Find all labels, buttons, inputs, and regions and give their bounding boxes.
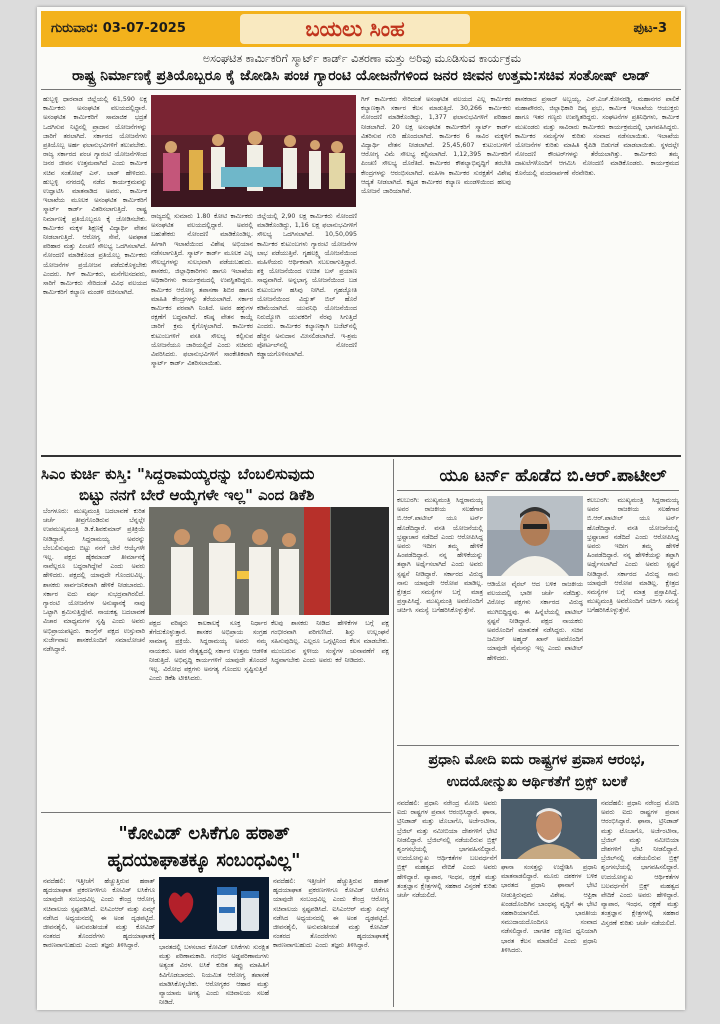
modi-headline [395,749,679,793]
lead-column-5: ಶಾಸಕರಾದ ಪ್ರಸಾದ್ ಅಬ್ಬಯ್ಯ, ಎನ್.ಎಚ್.ಕೋನರಡ್ಡಿ, ಮಹಾನಗರ ಪಾಲಿಕೆ ಮಹಾಪೌರರು, ಜಿಲ್ಲಾಧಿಕಾರಿ ದಿವ್ಯ ಪ್ರಭು, ಕಾರ್ಮಿಕ ಇಲಾಖೆಯ ಆಯುಕ್ತರು ಹಾಗೂ ಇತರ ಗಣ್ಯರು ಉಪಸ್ಥಿತರಿದ್ದರು. ಸಂಘಟನೆಗಳ ಪ್ರತಿನಿಧಿಗಳು, ಕಾರ್ಮಿಕ ಮುಖಂಡರು ಮತ್ತು ಸಾವಿರಾರು ಕಾರ್ಮಿಕರು ಕಾರ್ಯಕ್ರಮದಲ್ಲಿ ಭಾಗವಹಿಸಿದ್ದರು. ಕಾರ್ಮಿಕರ ಸಮಸ್ಯೆಗಳ ಕುರಿತು ಸಂವಾದ ನಡೆಸಲಾಯಿತು. ಇಲಾಖೆಯ ಯೋಜನೆಗಳ ಕುರಿತು ಮಾಹಿತಿ ಕೈಪಿಡಿ ಬಿಡುಗಡೆ ಮಾಡಲಾಯಿತು. ಸ್ಥಳದಲ್ಲೇ ನೋಂದಣಿ ಕೌಂಟರ್‌ಗಳನ್ನು ತೆರೆಯಲಾಗಿತ್ತು. ಕಾರ್ಮಿಕರು ತಮ್ಮ ದಾಖಲೆಗಳೊಂದಿಗೆ ಆಗಮಿಸಿ ನೋಂದಣಿ ಮಾಡಿಕೊಂಡರು. ಕಾರ್ಯಕ್ರಮದ ಕೊನೆಯಲ್ಲಿ ವಂದನಾರ್ಪಣೆ ನೆರವೇರಿತು. [515,96,679,177]
covid-headline [49,820,359,874]
patil-column-2: ಆಡಿಯೋ ವೈರಲ್ ಆದ ಬಳಿಕ ರಾಜಕೀಯ ವಲಯದಲ್ಲಿ ಭಾರೀ ಚರ್ಚೆ ನಡೆದಿತ್ತು. ವಿರೋಧ ಪಕ್ಷಗಳು ಸರ್ಕಾರದ ವಿರುದ್ಧ ಮುಗಿಬಿದ್ದಿದ್ದವು. ಈ ಹಿನ್ನೆಲೆಯಲ್ಲಿ ಪಾಟೀಲ್ ಸ್ಪಷ್ಟನೆ ನೀಡಿದ್ದಾರೆ. ಪಕ್ಷದ ನಾಯಕರು ಅವರೊಂದಿಗೆ ಮಾತುಕತೆ ನಡೆಸಿದ್ದರು. ಸಚಿವ ಜಮೀರ್ ಅಹ್ಮದ್ ಖಾನ್ ಅವರೊಂದಿಗೆ ಯಾವುದೇ ವೈಮನಸ್ಸು ಇಲ್ಲ ಎಂದು ಪಾಟೀಲ್ ಹೇಳಿದರು. [487,581,583,662]
cm-dk-event-photo [149,507,389,615]
modi-column-1: ನವದೆಹಲಿ: ಪ್ರಧಾನಿ ನರೇಂದ್ರ ಮೋದಿ ಅವರು ಐದು ರಾಷ್ಟ್ರಗಳ ಪ್ರವಾಸ ಆರಂಭಿಸಿದ್ದಾರೆ. ಘಾನಾ, ಟ್ರಿನಿಡಾಡ್ ಮತ್ತು ಟೊಬಾಗೊ, ಅರ್ಜೆಂಟೀನಾ, ಬ್ರೆಜಿಲ್ ಮತ್ತು ನಮೀಬಿಯಾ ದೇಶಗಳಿಗೆ ಭೇಟಿ ನೀಡಲಿದ್ದಾರೆ. ಬ್ರೆಜಿಲ್‌ನಲ್ಲಿ ನಡೆಯಲಿರುವ ಬ್ರಿಕ್ಸ್ ಶೃಂಗಸಭೆಯಲ್ಲಿ ಭಾಗವಹಿಸಲಿದ್ದಾರೆ. ಉದಯೋನ್ಮುಖ ಆರ್ಥಿಕತೆಗಳ ಬಲವರ್ಧನೆಗೆ ಬ್ರಿಕ್ಸ್ ಮಹತ್ವದ ವೇದಿಕೆ ಎಂದು ಅವರು ಹೇಳಿದ್ದಾರೆ. ವ್ಯಾಪಾರ, ಇಂಧನ, ರಕ್ಷಣೆ ಮತ್ತು ತಂತ್ರಜ್ಞಾನ ಕ್ಷೇತ್ರಗಳಲ್ಲಿ ಸಹಕಾರ ವಿಸ್ತರಣೆ ಕುರಿತು ಚರ್ಚೆ ನಡೆಯಲಿದೆ. [397,800,497,900]
patil-column-3: ಕಲಬುರಗಿ: ಮುಖ್ಯಮಂತ್ರಿ ಸಿದ್ದರಾಮಯ್ಯ ಅವರ ರಾಜಕೀಯ ಸಲಹೆಗಾರ ಬಿ.ಆರ್.ಪಾಟೀಲ್ ಯೂ ಟರ್ನ್ ಹೊಡೆದಿದ್ದಾರೆ. ವಸತಿ ಯೋಜನೆಯಲ್ಲಿ ಭ್ರಷ್ಟಾಚಾರ ನಡೆದಿದೆ ಎಂದು ಆರೋಪಿಸಿದ್ದ ಅವರು ಇದೀಗ ತಮ್ಮ ಹೇಳಿಕೆ ಹಿಂಪಡೆದಿದ್ದಾರೆ. ನನ್ನ ಹೇಳಿಕೆಯನ್ನು ತಪ್ಪಾಗಿ ಅರ್ಥೈಸಲಾಗಿದೆ ಎಂದು ಅವರು ಸ್ಪಷ್ಟನೆ ನೀಡಿದ್ದಾರೆ. ಸರ್ಕಾರದ ವಿರುದ್ಧ ನಾನು ಯಾವುದೇ ಆರೋಪ ಮಾಡಿಲ್ಲ. ಕ್ಷೇತ್ರದ ಸಮಸ್ಯೆಗಳ ಬಗ್ಗೆ ಮಾತ್ರ ಪ್ರಸ್ತಾಪಿಸಿದ್ದೆ. ಮುಖ್ಯಮಂತ್ರಿ ಅವರೊಂದಿಗೆ ಚರ್ಚಿಸಿ ಸಮಸ್ಯೆ ಬಗೆಹರಿಸಿಕೊಳ್ಳುತ್ತೇನೆ. [587,497,679,615]
covid-column-1: ನವದೆಹಲಿ: ಇತ್ತೀಚೆಗೆ ಹೆಚ್ಚುತ್ತಿರುವ ಹಠಾತ್ ಹೃದಯಾಘಾತ ಪ್ರಕರಣಗಳಿಗೂ ಕೋವಿಡ್ ಲಸಿಕೆಗೂ ಯಾವುದೇ ಸಂಬಂಧವಿಲ್ಲ ಎಂದು ಕೇಂದ್ರ ಆರೋಗ್ಯ ಸಚಿವಾಲಯ ಸ್ಪಷ್ಟಪಡಿಸಿದೆ. ಐಸಿಎಂಆರ್ ಮತ್ತು ಏಮ್ಸ್ ನಡೆಸಿದ ಅಧ್ಯಯನದಲ್ಲಿ ಈ ಅಂಶ ದೃಢಪಟ್ಟಿದೆ. ಜೀವನಶೈಲಿ, ಅನುವಂಶೀಯತೆ ಮತ್ತು ಕೋವಿಡ್ ನಂತರದ ತೊಂದರೆಗಳು ಹೃದಯಾಘಾತಕ್ಕೆ ಕಾರಣವಾಗಬಹುದು ಎಂದು ತಜ್ಞರು ತಿಳಿಸಿದ್ದಾರೆ. [43,878,155,950]
patil-column-1: ಕಲಬುರಗಿ: ಮುಖ್ಯಮಂತ್ರಿ ಸಿದ್ದರಾಮಯ್ಯ ಅವರ ರಾಜಕೀಯ ಸಲಹೆಗಾರ ಬಿ.ಆರ್.ಪಾಟೀಲ್ ಯೂ ಟರ್ನ್ ಹೊಡೆದಿದ್ದಾರೆ. ವಸತಿ ಯೋಜನೆಯಲ್ಲಿ ಭ್ರಷ್ಟಾಚಾರ ನಡೆದಿದೆ ಎಂದು ಆರೋಪಿಸಿದ್ದ ಅವರು ಇದೀಗ ತಮ್ಮ ಹೇಳಿಕೆ ಹಿಂಪಡೆದಿದ್ದಾರೆ. ನನ್ನ ಹೇಳಿಕೆಯನ್ನು ತಪ್ಪಾಗಿ ಅರ್ಥೈಸಲಾಗಿದೆ ಎಂದು ಅವರು ಸ್ಪಷ್ಟನೆ ನೀಡಿದ್ದಾರೆ. ಸರ್ಕಾರದ ವಿರುದ್ಧ ನಾನು ಯಾವುದೇ ಆರೋಪ ಮಾಡಿಲ್ಲ. ಕ್ಷೇತ್ರದ ಸಮಸ್ಯೆಗಳ ಬಗ್ಗೆ ಮಾತ್ರ ಪ್ರಸ್ತಾಪಿಸಿದ್ದೆ. ಮುಖ್ಯಮಂತ್ರಿ ಅವರೊಂದಿಗೆ ಚರ್ಚಿಸಿ ಸಮಸ್ಯೆ ಬಗೆಹರಿಸಿಕೊಳ್ಳುತ್ತೇನೆ. [397,497,483,615]
covid-vaccine-photo [159,877,269,939]
dk-headline-line-2: ಬಿಟ್ಟು ನನಗೆ ಬೇರೆ ಆಯ್ಕೆಗಳೇ ಇಲ್ಲ" ಎಂದ ಡಿಕೆಶಿ [79,486,315,504]
br-patil-portrait [487,496,583,576]
lead-column-3: ಜಿಲ್ಲೆಯಲ್ಲಿ 2,90 ಲಕ್ಷ ಕಾರ್ಮಿಕರು ನೋಂದಣಿ ಮಾಡಿಕೊಂಡಿದ್ದು, 1,16 ಲಕ್ಷ ಫಲಾನುಭವಿಗಳಿಗೆ ಸೌಲಭ್ಯ ಒದಗಿಸಲಾಗಿದೆ. 10,50,095 ಕಾರ್ಮಿಕರ ಕುಟುಂಬಗಳು ಗ್ಯಾರಂಟಿ ಯೋಜನೆಗಳ ಲಾಭ ಪಡೆಯುತ್ತಿವೆ. ಗೃಹಲಕ್ಷ್ಮಿ ಯೋಜನೆಯಿಂದ ಮಹಿಳೆಯರು ಆರ್ಥಿಕವಾಗಿ ಸಬಲರಾಗುತ್ತಿದ್ದಾರೆ. ಶಕ್ತಿ ಯೋಜನೆಯಿಂದ ಉಚಿತ ಬಸ್ ಪ್ರಯಾಣ ಸಾಧ್ಯವಾಗಿದೆ. ಅನ್ನಭಾಗ್ಯ ಯೋಜನೆಯಿಂದ ಬಡ ಕುಟುಂಬಗಳ ಹಸಿವು ನೀಗಿದೆ. ಗೃಹಜ್ಯೋತಿ ಯೋಜನೆಯಿಂದ ವಿದ್ಯುತ್ ಬಿಲ್ ಹೊರೆ ಕಡಿಮೆಯಾಗಿದೆ. ಯುವನಿಧಿ ಯೋಜನೆಯಿಂದ ನಿರುದ್ಯೋಗಿ ಯುವಕರಿಗೆ ನೆರವು ಸಿಗುತ್ತಿದೆ ಎಂದರು. ಕಾರ್ಮಿಕರ ಕಲ್ಯಾಣಕ್ಕಾಗಿ ಬಜೆಟ್‌ನಲ್ಲಿ ಹೆಚ್ಚಿನ ಅನುದಾನ ಮೀಸಲಿಡಲಾಗಿದೆ. ಇ-ಶ್ರಮ ಪೋರ್ಟಲ್‌ನಲ್ಲಿ ನೋಂದಣಿ ಕಡ್ಡಾಯಗೊಳಿಸಲಾಗಿದೆ. [257,213,357,359]
modi-headline-line-2: ಉದಯೋನ್ಮುಖ ಆರ್ಥಿಕತೆಗೆ ಬ್ರಿಕ್ಸ್ ಬಲಕೆ [446,774,628,790]
lead-column-2: ರಾಜ್ಯದಲ್ಲಿ ಸುಮಾರು 1.80 ಕೋಟಿ ಕಾರ್ಮಿಕರು ಅಸಂಘಟಿತ ವಲಯದಲ್ಲಿದ್ದಾರೆ. ಅವರಲ್ಲಿ ಬಹುತೇಕರು ನೋಂದಣಿ ಮಾಡಿಕೊಂಡಿಲ್ಲ. ಹೀಗಾಗಿ ಇಲಾಖೆಯಿಂದ ವಿಶೇಷ ಅಭಿಯಾನ ನಡೆಸಲಾಗುತ್ತಿದೆ. ಸ್ಮಾರ್ಟ್ ಕಾರ್ಡ್ ಮೂಲಕ ಎಲ್ಲ ಸೌಲಭ್ಯಗಳನ್ನು ಸುಲಭವಾಗಿ ಪಡೆಯಬಹುದು. ಶಾಸಕರು, ಜಿಲ್ಲಾಧಿಕಾರಿಗಳು ಹಾಗೂ ಇಲಾಖೆಯ ಅಧಿಕಾರಿಗಳು ಕಾರ್ಯಕ್ರಮದಲ್ಲಿ ಉಪಸ್ಥಿತರಿದ್ದರು. ಕಾರ್ಮಿಕರ ಆರೋಗ್ಯ ತಪಾಸಣಾ ಶಿಬಿರ ಹಾಗೂ ಮಾಹಿತಿ ಕೇಂದ್ರಗಳನ್ನು ತೆರೆಯಲಾಗಿದೆ. ಸರ್ಕಾರ ಕಾರ್ಮಿಕರ ಪರವಾಗಿ ನಿಂತಿದೆ. ಅವರ ಹಕ್ಕುಗಳ ರಕ್ಷಣೆಗೆ ಬದ್ಧವಾಗಿದೆ. ಕನಿಷ್ಠ ವೇತನ ಕಾಯ್ದೆ ಜಾರಿಗೆ ಕ್ರಮ ಕೈಗೊಳ್ಳಲಾಗಿದೆ. ಕಾರ್ಮಿಕರ ಕುಟುಂಬಗಳಿಗೆ ವಸತಿ ಸೌಲಭ್ಯ ಕಲ್ಪಿಸುವ ಯೋಜನೆಯೂ ಜಾರಿಯಲ್ಲಿದೆ ಎಂದು ಸಚಿವರು ವಿವರಿಸಿದರು. ಫಲಾನುಭವಿಗಳಿಗೆ ಸಾಂಕೇತಿಕವಾಗಿ ಸ್ಮಾರ್ಟ್ ಕಾರ್ಡ್ ವಿತರಿಸಲಾಯಿತು. [151,213,253,368]
divider [397,490,679,491]
masthead-bar [41,11,681,47]
modi-portrait [501,799,597,859]
dk-column-2: ಪಕ್ಷದ ವರಿಷ್ಠರು ಕಾಲಕಾಲಕ್ಕೆ ಸೂಕ್ತ ನಿರ್ಧಾರ ತೆಗೆದುಕೊಳ್ಳುತ್ತಾರೆ. ಶಾಸಕರ ಅಭಿಪ್ರಾಯ ಸಂಗ್ರಹ ಸಾಮಾನ್ಯ ಪ್ರಕ್ರಿಯೆ. ಸಿದ್ದರಾಮಯ್ಯ ಅವರು ನಮ್ಮ ನಾಯಕರು. ಅವರ ನೇತೃತ್ವದಲ್ಲಿ ಸರ್ಕಾರ ಉತ್ತಮ ಆಡಳಿತ ನೀಡುತ್ತಿದೆ. ಅಭಿವೃದ್ಧಿ ಕಾರ್ಯಗಳಿಗೆ ಯಾವುದೇ ತೊಂದರೆ ಇಲ್ಲ. ವಿರೋಧ ಪಕ್ಷಗಳು ಅನಗತ್ಯ ಗೊಂದಲ ಸೃಷ್ಟಿಸುತ್ತಿವೆ ಎಂದು ಡಿಕೆಶಿ ಟೀಕಿಸಿದರು. [149,620,267,683]
newspaper-title: ಬಯಲು ಸಿಂಹ [240,14,470,44]
divider [41,89,681,90]
page-number: ಪುಟ-3 [633,21,667,36]
dk-headline [41,464,393,506]
lead-column-1: ಹುಬ್ಬಳ್ಳಿ ಧಾರವಾಡ ಜಿಲ್ಲೆಯಲ್ಲಿ 61,590 ಲಕ್ಷ ಕಾರ್ಮಿಕರು ಅಸಂಘಟಿತ ವಲಯದಲ್ಲಿದ್ದಾರೆ. ಅಸಂಘಟಿತ ಕಾರ್ಮಿಕರಿಗೆ ಸಾಮಾಜಿಕ ಭದ್ರತೆ ಒದಗಿಸುವ ನಿಟ್ಟಿನಲ್ಲಿ ಪ್ರಾದಾನ ಯೋಜನೆಗಳನ್ನು ಜಾರಿಗೆ ತರಲಾಗಿದೆ. ಸರ್ಕಾರದ ಯೋಜನೆಗಳು ಪ್ರತಿಯೊಬ್ಬ ಅರ್ಹ ಫಲಾನುಭವಿಗಳಿಗೆ ತಲುಪಬೇಕು. ರಾಜ್ಯ ಸರ್ಕಾರದ ಪಂಚ ಗ್ಯಾರಂಟಿ ಯೋಜನೆಗಳಿಂದ ಜನರ ಜೀವನ ಉತ್ತಮವಾಗಿದೆ ಎಂದು ಕಾರ್ಮಿಕ ಸಚಿವ ಸಂತೋಷ್ ಎಸ್. ಲಾಡ್ ಹೇಳಿದರು. ಹುಬ್ಬಳ್ಳಿ ನಗರದಲ್ಲಿ ನಡೆದ ಕಾರ್ಯಕ್ರಮವನ್ನು ಉದ್ಘಾಟಿಸಿ ಮಾತನಾಡಿದ ಅವರು, ಕಾರ್ಮಿಕ ಇಲಾಖೆಯ ಮೂಲಕ ಅಸಂಘಟಿತ ಕಾರ್ಮಿಕರಿಗೆ ಸ್ಮಾರ್ಟ್ ಕಾರ್ಡ್ ವಿತರಿಸಲಾಗುತ್ತಿದೆ. ರಾಷ್ಟ್ರ ನಿರ್ಮಾಣಕ್ಕೆ ಪ್ರತಿಯೊಬ್ಬರೂ ಕೈ ಜೋಡಿಸಬೇಕು. ಕಾರ್ಮಿಕರ ಮಕ್ಕಳ ಶಿಕ್ಷಣಕ್ಕೆ ವಿದ್ಯಾರ್ಥಿ ವೇತನ ನೀಡಲಾಗುತ್ತಿದೆ. ಆರೋಗ್ಯ ಸೇವೆ, ಅಪಘಾತ ಪರಿಹಾರ ಮತ್ತು ಪಿಂಚಣಿ ಸೌಲಭ್ಯ ಒದಗಿಸಲಾಗಿದೆ. ನೋಂದಣಿ ಮಾಡಿಕೊಂಡ ಪ್ರತಿಯೊಬ್ಬ ಕಾರ್ಮಿಕರು ಯೋಜನೆಗಳ ಪ್ರಯೋಜನ ಪಡೆದುಕೊಳ್ಳಬೇಕು ಎಂದರು. ಗಿಗ್ ಕಾರ್ಮಿಕರು, ಮನೆಗೆಲಸದವರು, ಸಾರಿಗೆ ಕಾರ್ಮಿಕರು ಸೇರಿದಂತೆ ವಿವಿಧ ವಲಯದ ಕಾರ್ಮಿಕರಿಗೆ ಕಲ್ಯಾಣ ಮಂಡಳಿ ರಚಿಸಲಾಗಿದೆ. [43,96,147,297]
newspaper-page [37,7,685,1010]
covid-headline-line-2: ಹೃದಯಾಘಾತಕ್ಕೂ ಸಂಬಂಧವಿಲ್ಲ" [107,850,301,871]
lead-headline: ರಾಷ್ಟ್ರ ನಿರ್ಮಾಣಕ್ಕೆ ಪ್ರತಿಯೊಬ್ಬರೂ ಕೈ ಜೋಡಿಸಿ ಪಂಚ ಗ್ಯಾರಂಟಿ ಯೋಜನೆಗಳಿಂದ ಜನರ ಜೀವನ ಉತ್ತಮ:ಸಚಿವ ಸಂತೋಷ್ ಲಾಡ್ [72,68,650,84]
modi-column-2: ಘಾನಾ ಸಂಸತ್ತನ್ನು ಉದ್ದೇಶಿಸಿ ಪ್ರಧಾನಿ ಮಾತನಾಡಲಿದ್ದಾರೆ. ಮೂರು ದಶಕಗಳ ಬಳಿಕ ಭಾರತದ ಪ್ರಧಾನಿ ಘಾನಾಗೆ ಭೇಟಿ ನೀಡುತ್ತಿರುವುದು ವಿಶೇಷ. ಆಫ್ರಿಕಾ ಖಂಡದೊಂದಿಗಿನ ಬಾಂಧವ್ಯ ವೃದ್ಧಿಗೆ ಈ ಭೇಟಿ ಸಹಕಾರಿಯಾಗಲಿದೆ. ಭಾರತೀಯ ಸಮುದಾಯದೊಂದಿಗೂ ಸಂವಾದ ನಡೆಸಲಿದ್ದಾರೆ. ಜಾಗತಿಕ ದಕ್ಷಿಣದ ಧ್ವನಿಯಾಗಿ ಭಾರತ ಕೆಲಸ ಮಾಡಲಿದೆ ಎಂದು ಪ್ರಧಾನಿ ತಿಳಿಸಿದರು. [501,864,597,954]
lead-column-4: ಗಿಗ್ ಕಾರ್ಮಿಕರು ಸೇರಿದಂತೆ ಅಸಂಘಟಿತ ವಲಯದ ಎಲ್ಲ ಕಾರ್ಮಿಕರ ಕಲ್ಯಾಣಕ್ಕಾಗಿ ಸರ್ಕಾರ ಕೆಲಸ ಮಾಡುತ್ತಿದೆ. 30,266 ಕಾರ್ಮಿಕರು ನೋಂದಣಿ ಮಾಡಿಕೊಂಡಿದ್ದು, 1,377 ಫಲಾನುಭವಿಗಳಿಗೆ ಪರಿಹಾರ ನೀಡಲಾಗಿದೆ. 20 ಲಕ್ಷ ಅಸಂಘಟಿತ ಕಾರ್ಮಿಕರಿಗೆ ಸ್ಮಾರ್ಟ್ ಕಾರ್ಡ್ ವಿತರಿಸುವ ಗುರಿ ಹೊಂದಲಾಗಿದೆ. ಕಾರ್ಮಿಕರ 6 ಸಾವಿರ ಮಕ್ಕಳಿಗೆ ವಿದ್ಯಾರ್ಥಿ ವೇತನ ನೀಡಲಾಗಿದೆ. 25,45,607 ಕುಟುಂಬಗಳಿಗೆ ಆರೋಗ್ಯ ವಿಮೆ ಸೌಲಭ್ಯ ಕಲ್ಪಿಸಲಾಗಿದೆ. 1,12,395 ಕಾರ್ಮಿಕರಿಗೆ ಪಿಂಚಣಿ ಸೌಲಭ್ಯ ದೊರೆತಿದೆ. ಕಾರ್ಮಿಕರ ಕೌಶಲ್ಯಾಭಿವೃದ್ಧಿಗೆ ತರಬೇತಿ ಕೇಂದ್ರಗಳನ್ನು ಆರಂಭಿಸಲಾಗಿದೆ. ಮಹಿಳಾ ಕಾರ್ಮಿಕರ ಸುರಕ್ಷತೆಗೆ ವಿಶೇಷ ಆದ್ಯತೆ ನೀಡಲಾಗಿದೆ. ಕಟ್ಟಡ ಕಾರ್ಮಿಕರ ಕಲ್ಯಾಣ ಮಂಡಳಿಯಿಂದ ಹಲವು ಯೋಜನೆ ಜಾರಿಯಾಗಿವೆ. [361,96,511,196]
modi-column-3: ನವದೆಹಲಿ: ಪ್ರಧಾನಿ ನರೇಂದ್ರ ಮೋದಿ ಅವರು ಐದು ರಾಷ್ಟ್ರಗಳ ಪ್ರವಾಸ ಆರಂಭಿಸಿದ್ದಾರೆ. ಘಾನಾ, ಟ್ರಿನಿಡಾಡ್ ಮತ್ತು ಟೊಬಾಗೊ, ಅರ್ಜೆಂಟೀನಾ, ಬ್ರೆಜಿಲ್ ಮತ್ತು ನಮೀಬಿಯಾ ದೇಶಗಳಿಗೆ ಭೇಟಿ ನೀಡಲಿದ್ದಾರೆ. ಬ್ರೆಜಿಲ್‌ನಲ್ಲಿ ನಡೆಯಲಿರುವ ಬ್ರಿಕ್ಸ್ ಶೃಂಗಸಭೆಯಲ್ಲಿ ಭಾಗವಹಿಸಲಿದ್ದಾರೆ. ಉದಯೋನ್ಮುಖ ಆರ್ಥಿಕತೆಗಳ ಬಲವರ್ಧನೆಗೆ ಬ್ರಿಕ್ಸ್ ಮಹತ್ವದ ವೇದಿಕೆ ಎಂದು ಅವರು ಹೇಳಿದ್ದಾರೆ. ವ್ಯಾಪಾರ, ಇಂಧನ, ರಕ್ಷಣೆ ಮತ್ತು ತಂತ್ರಜ್ಞಾನ ಕ್ಷೇತ್ರಗಳಲ್ಲಿ ಸಹಕಾರ ವಿಸ್ತರಣೆ ಕುರಿತು ಚರ್ಚೆ ನಡೆಯಲಿದೆ. [601,800,679,927]
dk-column-3: ಕೆಲವು ಶಾಸಕರು ನೀಡಿದ ಹೇಳಿಕೆಗಳ ಬಗ್ಗೆ ಪಕ್ಷ ಗಂಭೀರವಾಗಿ ಪರಿಗಣಿಸಿದೆ. ಶಿಸ್ತು ಉಲ್ಲಂಘನೆ ಸಹಿಸುವುದಿಲ್ಲ. ಎಲ್ಲರೂ ಒಗ್ಗಟ್ಟಿನಿಂದ ಕೆಲಸ ಮಾಡಬೇಕು. ಮುಂಬರುವ ಸ್ಥಳೀಯ ಸಂಸ್ಥೆಗಳ ಚುನಾವಣೆಗೆ ಪಕ್ಷ ಸಿದ್ಧವಾಗಬೇಕು ಎಂದು ಅವರು ಕರೆ ನೀಡಿದರು. [271,620,389,664]
lead-kicker: ಅಸಂಘಟಿತ ಕಾರ್ಮಿಕರಿಗೆ ಸ್ಮಾರ್ಟ್ ಕಾರ್ಡ್ ವಿತರಣಾ ಮತ್ತು ಅರಿವು ಮೂಡಿಸುವ ಕಾರ್ಯಕ್ರಮ [202,52,522,65]
covid-headline-line-1: "ಕೋವಿಡ್ ಲಸಿಕೆಗೂ ಹಠಾತ್ [118,823,290,844]
dk-column-1: ಬೆಂಗಳೂರು: ಮುಖ್ಯಮಂತ್ರಿ ಬದಲಾವಣೆ ಕುರಿತ ಚರ್ಚೆ ತೀವ್ರಗೊಂಡಿರುವ ಬೆನ್ನಲ್ಲೇ ಉಪಮುಖ್ಯಮಂತ್ರಿ ಡಿ.ಕೆ.ಶಿವಕುಮಾರ್ ಪ್ರತಿಕ್ರಿಯೆ ನೀಡಿದ್ದಾರೆ. ಸಿದ್ದರಾಮಯ್ಯ ಅವರನ್ನು ಬೆಂಬಲಿಸುವುದು ಬಿಟ್ಟು ನನಗೆ ಬೇರೆ ಆಯ್ಕೆಗಳೇ ಇಲ್ಲ. ಪಕ್ಷದ ಹೈಕಮಾಂಡ್ ತೀರ್ಮಾನಕ್ಕೆ ನಾವೆಲ್ಲರೂ ಬದ್ಧರಾಗಿದ್ದೇವೆ ಎಂದು ಅವರು ಹೇಳಿದರು. ಪಕ್ಷದಲ್ಲಿ ಯಾವುದೇ ಗೊಂದಲವಿಲ್ಲ. ಶಾಸಕರು ಸಾರ್ವಜನಿಕವಾಗಿ ಹೇಳಿಕೆ ನೀಡಬಾರದು. ಸರ್ಕಾರ ಐದು ವರ್ಷ ಸುಭದ್ರವಾಗಿರಲಿದೆ. ಗ್ಯಾರಂಟಿ ಯೋಜನೆಗಳ ಅನುಷ್ಠಾನಕ್ಕೆ ನಾವು ಒಟ್ಟಾಗಿ ಶ್ರಮಿಸುತ್ತಿದ್ದೇವೆ. ನಾಯಕತ್ವ ಬದಲಾವಣೆ ವಿಚಾರ ಮಾಧ್ಯಮಗಳ ಸೃಷ್ಟಿ ಎಂದು ಅವರು ಅಭಿಪ್ರಾಯಪಟ್ಟರು. ಕಾಂಗ್ರೆಸ್ ಪಕ್ಷದ ಉಸ್ತುವಾರಿ ಸುರ್ಜೇವಾಲ ಶಾಸಕರೊಂದಿಗೆ ಸಮಾಲೋಚನೆ ನಡೆಸಿದ್ದಾರೆ. [43,508,145,654]
smart-card-stage-photo [151,95,356,207]
divider [41,455,681,457]
modi-headline-line-1: ಪ್ರಧಾನಿ ಮೋದಿ ಐದು ರಾಷ್ಟ್ರಗಳ ಪ್ರವಾಸ ಆರಂಭ, [428,752,646,768]
issue-date: ಗುರುವಾರ: 03-07-2025 [51,21,186,36]
covid-column-2: ಭಾರತದಲ್ಲಿ ಬಳಸಲಾದ ಕೋವಿಡ್ ಲಸಿಕೆಗಳು ಸುರಕ್ಷಿತ ಮತ್ತು ಪರಿಣಾಮಕಾರಿ. ಗಂಭೀರ ಅಡ್ಡಪರಿಣಾಮಗಳು ಅತ್ಯಂತ ವಿರಳ. ಲಸಿಕೆ ಕುರಿತ ತಪ್ಪು ಮಾಹಿತಿಗೆ ಕಿವಿಗೊಡಬಾರದು. ನಿಯಮಿತ ಆರೋಗ್ಯ ತಪಾಸಣೆ ಮಾಡಿಸಿಕೊಳ್ಳಬೇಕು. ಆರೋಗ್ಯಕರ ಆಹಾರ ಮತ್ತು ವ್ಯಾಯಾಮ ಅಗತ್ಯ ಎಂದು ಸಚಿವಾಲಯ ಸಲಹೆ ನೀಡಿದೆ. [159,944,269,1007]
patil-headline: ಯೂ ಟರ್ನ್ ಹೊಡೆದ ಬಿ.ಆರ್.ಪಾಟೀಲ್ [439,466,667,486]
dk-headline-line-1: ಸಿಎಂ ಕುರ್ಚಿ ಕುಸ್ತಿ: "ಸಿದ್ದರಾಮಯ್ಯರನ್ನು ಬೆಂಬಲಿಸುವುದು [41,465,315,483]
covid-column-3: ನವದೆಹಲಿ: ಇತ್ತೀಚೆಗೆ ಹೆಚ್ಚುತ್ತಿರುವ ಹಠಾತ್ ಹೃದಯಾಘಾತ ಪ್ರಕರಣಗಳಿಗೂ ಕೋವಿಡ್ ಲಸಿಕೆಗೂ ಯಾವುದೇ ಸಂಬಂಧವಿಲ್ಲ ಎಂದು ಕೇಂದ್ರ ಆರೋಗ್ಯ ಸಚಿವಾಲಯ ಸ್ಪಷ್ಟಪಡಿಸಿದೆ. ಐಸಿಎಂಆರ್ ಮತ್ತು ಏಮ್ಸ್ ನಡೆಸಿದ ಅಧ್ಯಯನದಲ್ಲಿ ಈ ಅಂಶ ದೃಢಪಟ್ಟಿದೆ. ಜೀವನಶೈಲಿ, ಅನುವಂಶೀಯತೆ ಮತ್ತು ಕೋವಿಡ್ ನಂತರದ ತೊಂದರೆಗಳು ಹೃದಯಾಘಾತಕ್ಕೆ ಕಾರಣವಾಗಬಹುದು ಎಂದು ತಜ್ಞರು ತಿಳಿಸಿದ್ದಾರೆ. [273,878,389,950]
divider [397,745,679,746]
divider [41,812,391,813]
column-rule [393,459,394,1007]
